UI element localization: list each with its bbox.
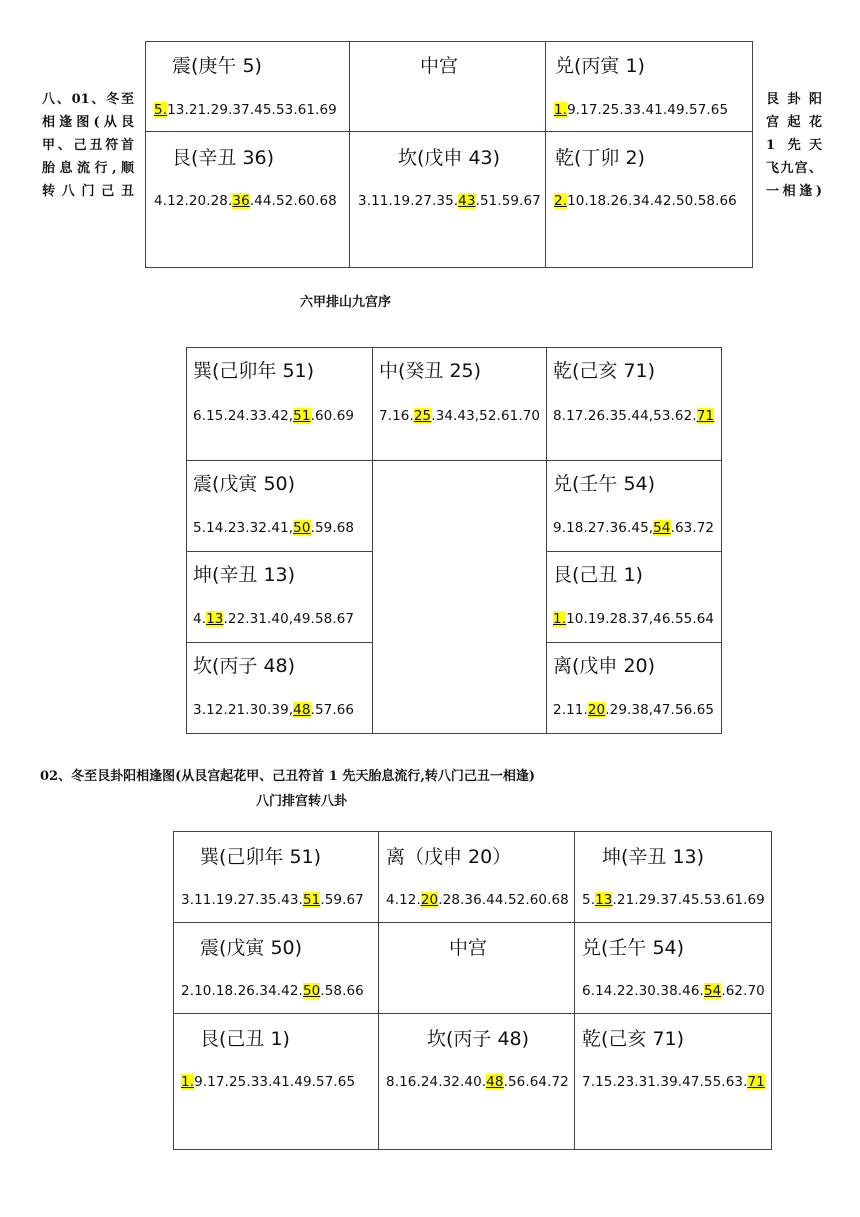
cell-dui — [547, 461, 722, 552]
section2-caption: 六甲排山九宫序 — [300, 295, 392, 310]
cell-sequence: 1.10.19.28.37,46.55.64 — [553, 611, 715, 627]
cell-zhen — [174, 923, 379, 1014]
cell-gen — [547, 552, 722, 643]
cell-title: 坎(丙子 48) — [427, 1028, 530, 1050]
cell-title: 坎(戊申 43) — [398, 147, 501, 169]
cell-title: 乾(己亥 71) — [582, 1028, 685, 1050]
cell-sequence: 7.15.23.31.39.47.55.63.71 — [582, 1074, 765, 1090]
cell-xun — [174, 832, 379, 923]
cell-title: 震(戊寅 50) — [193, 473, 296, 495]
cell-sequence: 8.16.24.32.40.48.56.64.72 — [386, 1074, 569, 1090]
cell-title: 坤(辛丑 13) — [193, 564, 296, 586]
cell-title: 震(庚午 5) — [172, 55, 262, 77]
cell-qian — [575, 1014, 772, 1150]
cell-xun — [187, 348, 373, 461]
cell-title: 坤(辛丑 13) — [602, 846, 705, 868]
cell-dui — [575, 923, 772, 1014]
grid-1 — [145, 41, 753, 268]
cell-title: 巽(己卯年 51) — [193, 360, 315, 382]
cell-sequence: 4.13.22.31.40,49.58.67 — [193, 611, 355, 627]
cell-sequence: 5.14.23.32.41,50.59.68 — [193, 520, 355, 536]
cell-center — [379, 923, 575, 1014]
cell-qian — [546, 132, 753, 268]
grid-3 — [173, 831, 772, 1150]
cell-gen — [146, 132, 350, 268]
cell-sequence: 5.13.21.29.37.45.53.61.69 — [154, 102, 337, 118]
cell-sequence: 5.13.21.29.37.45.53.61.69 — [582, 892, 765, 908]
cell-title: 艮(辛丑 36) — [172, 147, 275, 169]
cell-title: 离（戊申 20） — [386, 846, 512, 868]
cell-title: 震(戊寅 50) — [200, 937, 303, 959]
left-note-line: 胎息流行,顺 — [42, 161, 134, 176]
cell-zhen — [146, 42, 350, 132]
cell-title: 乾(己亥 71) — [553, 360, 656, 382]
cell-sequence: 3.11.19.27.35.43.51.59.67 — [181, 892, 364, 908]
cell-title: 坎(丙子 48) — [193, 655, 296, 677]
cell-sequence: 1.9.17.25.33.41.49.57.65 — [181, 1074, 356, 1090]
cell-title: 兑(壬午 54) — [553, 473, 656, 495]
left-side-note — [42, 88, 134, 203]
right-note-line: 1 先天 — [766, 138, 822, 153]
cell-center — [350, 42, 546, 132]
left-note-line: 转八门己丑 — [42, 184, 134, 199]
right-side-note — [766, 88, 822, 203]
cell-zhong — [373, 348, 547, 461]
cell-gen — [174, 1014, 379, 1150]
cell-sequence: 2.10.18.26.34.42.50.58.66 — [554, 193, 737, 209]
cell-sequence: 2.11.20.29.38,47.56.65 — [553, 702, 715, 718]
cell-title: 艮(己丑 1) — [553, 564, 643, 586]
cell-li — [379, 832, 575, 923]
cell-kan — [379, 1014, 575, 1150]
cell-qian — [547, 348, 722, 461]
cell-sequence: 7.16.25.34.43,52.61.70 — [379, 408, 541, 424]
cell-li — [547, 643, 722, 734]
grid-2 — [186, 347, 722, 734]
right-note-line: 艮卦阳 — [766, 92, 822, 107]
left-note-line: 八、01、冬至 — [42, 92, 134, 107]
cell-sequence: 6.14.22.30.38.46.54.62.70 — [582, 983, 765, 999]
cell-kun — [187, 552, 373, 643]
right-note-line: 飞九宫、 — [766, 161, 822, 176]
left-note-line: 相逢图(从艮 — [42, 115, 134, 130]
cell-kan — [350, 132, 546, 268]
cell-sequence: 4.12.20.28.36.44.52.60.68 — [386, 892, 569, 908]
cell-sequence: 6.15.24.33.42,51.60.69 — [193, 408, 355, 424]
cell-sequence: 3.11.19.27.35.43.51.59.67 — [358, 193, 541, 209]
cell-title: 乾(丁卯 2) — [555, 147, 645, 169]
cell-sequence: 2.10.18.26.34.42.50.58.66 — [181, 983, 364, 999]
cell-kan — [187, 643, 373, 734]
cell-sequence: 9.18.27.36.45,54.63.72 — [553, 520, 715, 536]
section3-caption: 02、冬至艮卦阳相逢图(从艮宫起花甲、己丑符首 1 先天胎息流行,转八门己丑一相逢) — [40, 769, 536, 784]
cell-sequence: 1.9.17.25.33.41.49.57.65 — [554, 102, 729, 118]
cell-title: 兑(丙寅 1) — [555, 55, 645, 77]
right-note-line: 宫起花 — [766, 115, 822, 130]
section3-subcaption: 八门排宫转八卦 — [256, 794, 348, 809]
cell-title: 中宫 — [420, 55, 459, 77]
cell-sequence: 4.12.20.28.36.44.52.60.68 — [154, 193, 337, 209]
cell-title: 巽(己卯年 51) — [200, 846, 322, 868]
cell-title: 兑(壬午 54) — [582, 937, 685, 959]
cell-title: 艮(己丑 1) — [200, 1028, 290, 1050]
cell-kun — [575, 832, 772, 923]
cell-dui — [546, 42, 753, 132]
cell-sequence: 8.17.26.35.44,53.62.71 — [553, 408, 715, 424]
cell-zhen — [187, 461, 373, 552]
cell-sequence: 3.12.21.30.39,48.57.66 — [193, 702, 355, 718]
left-note-line: 甲、己丑符首 — [42, 138, 134, 153]
cell-title: 中宫 — [449, 937, 488, 959]
cell-empty-center — [373, 461, 547, 734]
cell-title: 离(戊申 20) — [553, 655, 656, 677]
cell-title: 中(癸丑 25) — [379, 360, 482, 382]
right-note-line: 一相逢) — [766, 184, 822, 199]
